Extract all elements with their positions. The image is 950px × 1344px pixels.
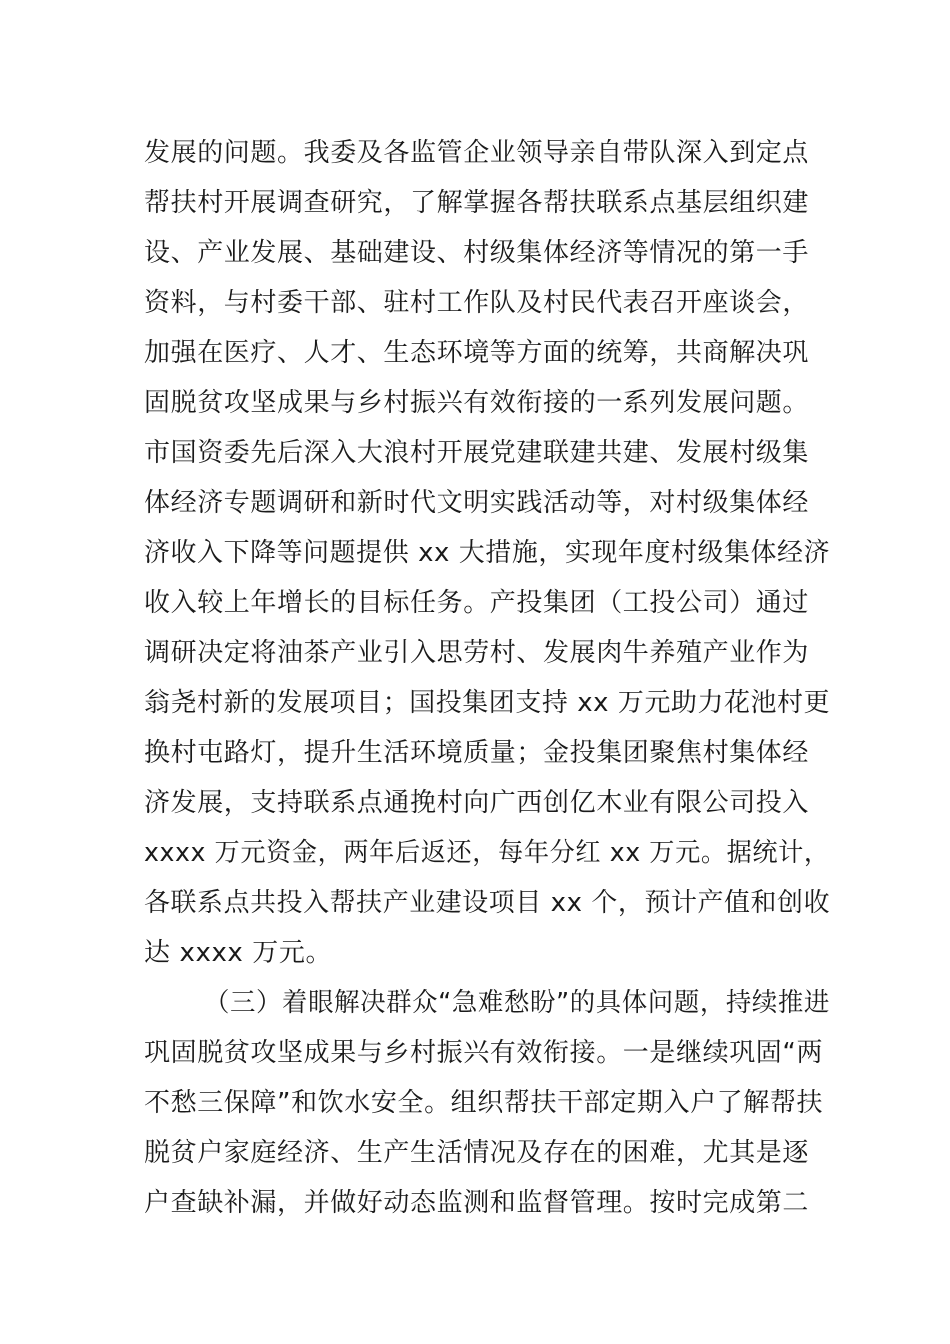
text-line-13: 换村屯路灯，提升生活环境质量；金投集团聚焦村集体经 [144, 738, 810, 768]
text-line-22: 户查缺补漏，并做好动态监测和监督管理。按时完成第二 [144, 1188, 810, 1218]
text-line-3: 设、产业发展、基础建设、村级集体经济等情况的第一手 [144, 238, 810, 268]
text-line-9: 济收入下降等问题提供 xx 大措施，实现年度村级集体经济 [144, 538, 831, 568]
text-line-6: 固脱贫攻坚成果与乡村振兴有效衔接的一系列发展问题。 [144, 388, 810, 418]
text-line-5: 加强在医疗、人才、生态环境等方面的统筹，共商解决巩 [144, 338, 810, 368]
text-line-10: 收入较上年增长的目标任务。产投集团（工投公司）通过 [144, 588, 810, 618]
section-heading-line: （三）着眼解决群众“急难愁盼”的具体问题，持续推进 [204, 988, 830, 1018]
text-line-4: 资料，与村委干部、驻村工作队及村民代表召开座谈会， [144, 288, 810, 318]
text-line-14: 济发展，支持联系点通挽村向广西创亿木业有限公司投入 [144, 788, 810, 818]
text-line-15: xxxx 万元资金，两年后返还，每年分红 xx 万元。据统计， [144, 838, 830, 868]
text-line-8: 体经济专题调研和新时代文明实践活动等，对村级集体经 [144, 488, 810, 518]
text-line-17: 达 xxxx 万元。 [144, 938, 333, 968]
text-line-21: 脱贫户家庭经济、生产生活情况及存在的困难，尤其是逐 [144, 1138, 810, 1168]
text-line-20: 不愁三保障”和饮水安全。组织帮扶干部定期入户了解帮扶 [144, 1088, 824, 1118]
text-line-19: 巩固脱贫攻坚成果与乡村振兴有效衔接。一是继续巩固“两 [144, 1038, 824, 1068]
text-line-12: 翁尧村新的发展项目；国投集团支持 xx 万元助力花池村更 [144, 688, 831, 718]
text-line-7: 市国资委先后深入大浪村开展党建联建共建、发展村级集 [144, 438, 810, 468]
text-line-11: 调研决定将油茶产业引入思劳村、发展肉牛养殖产业作为 [144, 638, 810, 668]
text-line-1: 发展的问题。我委及各监管企业领导亲自带队深入到定点 [144, 138, 810, 168]
text-line-2: 帮扶村开展调查研究，了解掌握各帮扶联系点基层组织建 [144, 188, 810, 218]
text-line-16: 各联系点共投入帮扶产业建设项目 xx 个，预计产值和创收 [144, 888, 831, 918]
